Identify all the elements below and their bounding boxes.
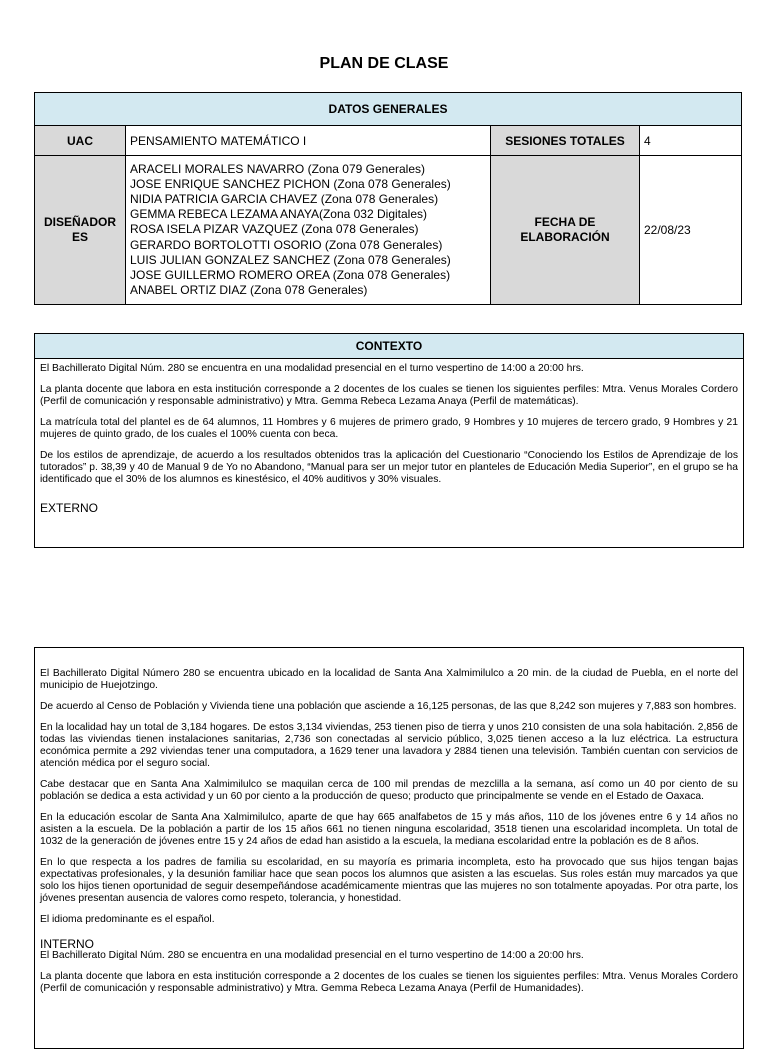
externo-paragraph: De acuerdo al Censo de Población y Vivienda tiene una población que asciende a 16,125 personas, de las que 8,242 son mujeres y 7,883 son hombres.: [40, 701, 737, 712]
datos-generales-header: DATOS GENERALES: [35, 93, 742, 126]
disenadores-list: [126, 156, 491, 305]
externo-paragraph: El idioma predominante es el español.: [40, 914, 215, 925]
disenador-item: JOSE ENRIQUE SANCHEZ PICHON (Zona 078 Generales): [130, 176, 451, 191]
disenadores-label: [35, 156, 126, 305]
externo-paragraph: En la localidad hay un total de 3,184 hogares. De estos 3,134 viviendas, 253 tienen piso de tierra y unos 210 consisten de una sola habitación. 2,856 de todas las viviendas tienen instalaciones sanitarias, 2,736 son conectadas al servicio público, 3,025 tienen acceso a la luz eléctrica. La estructura económica permite a 292 viviendas tener una computadora, a 1629 tener una lavadora y 2884 tienen una televisión. También cuentan con servicios de atención médica por el seguro social.: [40, 722, 738, 769]
externo-paragraph: En la educación escolar de Santa Ana Xalmimilulco, aparte de que hay 665 analfabetos de 15 y más años, 110 de los jóvenes entre 6 y 14 años no asisten a la escuela. De la población a partir de los 15 años 661 no tienen ninguna escolaridad, 3518 tienen una escolaridad incompleta. Un total de 1032 de la generación de jóvenes entre 15 y 24 años de edad han asistido a la escuela, la mediana escolaridad entre la población es de 8 años.: [40, 812, 738, 847]
fecha-label-text: FECHA DE ELABORACIÓN: [520, 215, 610, 244]
externo-section: [34, 647, 744, 1049]
interno-paragraph: La planta docente que labora en esta institución corresponde a 2 docentes de los cuales se tienen los siguientes perfiles: Mtra. Venus Morales Cordero (Perfil de comunicación y responsable administrativo) y Mtra. Gemma Rebeca Lezama Anaya (Perfil de Humanidades).: [40, 971, 738, 994]
externo-paragraph: En lo que respecta a los padres de familia su escolaridad, en su mayoría es primaria incompleta, esto ha provocado que sus hijos tengan bajas expectativas profesionales, y la desunión familiar hace que sean pocos los alumnos que asisten a las escuelas. Sus roles están muy marcados ya que solo los hijos tienen oportunidad de seguir desempeñándose académicamente mientras que las mujeres no son totalmente apoyadas. Por otra parte, los jóvenes presentan ausencia de valores como respeto, tolerancia, y honestidad.: [40, 857, 738, 904]
externo-paragraph: Cabe destacar que en Santa Ana Xalmimilulco se maquilan cerca de 100 mil prendas de mezclilla a la semana, así como un 40 por ciento de su población se dedica a esta actividad y un 60 por ciento a la producción de queso; producto que principalmente se vende en el Estado de Oaxaca.: [40, 779, 738, 802]
externo-paragraph: El Bachillerato Digital Número 280 se encuentra ubicado en la localidad de Santa Ana Xalmimilulco a 20 min. de la ciudad de Puebla, en el norte del municipio de Huejotzingo.: [40, 668, 738, 691]
uac-label: UAC: [35, 126, 126, 156]
contexto-paragraph: El Bachillerato Digital Núm. 280 se encuentra en una modalidad presencial en el turno vespertino de 14:00 a 20:00 hrs.: [40, 363, 584, 374]
disenador-item: LUIS JULIAN GONZALEZ SANCHEZ (Zona 078 Generales): [130, 252, 451, 267]
externo-body: [35, 648, 743, 995]
disenador-item: ANABEL ORTIZ DIAZ (Zona 078 Generales): [130, 283, 368, 298]
contexto-header: CONTEXTO: [35, 334, 743, 359]
disenador-item: GEMMA REBECA LEZAMA ANAYA(Zona 032 Digitales): [130, 207, 427, 222]
interno-label: INTERNO: [40, 937, 94, 951]
contexto-paragraph: La matrícula total del plantel es de 64 alumnos, 11 Hombres y 6 mujeres de primero grado, 9 Hombres y 10 mujeres de tercero grado, 9 Hombres y 21 mujeres de quinto grado, de los cuales el 100% cuenta con beca.: [40, 417, 738, 440]
disenadores-label-text: DISEÑADORES: [43, 215, 116, 244]
disenador-item: NIDIA PATRICIA GARCIA CHAVEZ (Zona 078 Generales): [130, 191, 439, 206]
sesiones-label: SESIONES TOTALES: [491, 126, 640, 156]
uac-value: PENSAMIENTO MATEMÁTICO I: [126, 126, 491, 156]
contexto-paragraph: De los estilos de aprendizaje, de acuerdo a los resultados obtenidos tras la aplicación del Cuestionario “Conociendo los Estilos de Aprendizaje de los tutorados” p. 38,39 y 40 de Manual 9 de Yo no Abandono, “Manual para ser un mejor tutor en planteles de Educación Media Superior”, en el grupo se ha identificado que el 30% de los alumnos es kinestésico, el 40% auditivos y 30% visuales.: [40, 450, 738, 485]
interno-paragraph: El Bachillerato Digital Núm. 280 se encuentra en una modalidad presencial en el turno vespertino de 14:00 a 20:00 hrs.: [40, 950, 584, 961]
contexto-body: [35, 359, 743, 547]
disenador-item: GERARDO BORTOLOTTI OSORIO (Zona 078 Generales): [130, 237, 443, 252]
contexto-paragraph: La planta docente que labora en esta institución corresponde a 2 docentes de los cuales se tienen los siguientes perfiles: Mtra. Venus Morales Cordero (Perfil de comunicación y responsable administrativo) y Mtra. Gemma Rebeca Lezama Anaya (Perfil de matemáticas).: [40, 384, 738, 407]
disenador-item: ARACELI MORALES NAVARRO (Zona 079 Generales): [130, 161, 425, 176]
disenador-item: ROSA ISELA PIZAR VAZQUEZ (Zona 078 Generales): [130, 222, 419, 237]
datos-generales-table: [34, 92, 742, 305]
externo-label: EXTERNO: [40, 501, 99, 515]
disenador-item: JOSE GUILLERMO ROMERO OREA (Zona 078 Generales): [130, 268, 451, 282]
fecha-label: [491, 156, 640, 305]
sesiones-value: 4: [640, 126, 742, 156]
contexto-section: [34, 333, 744, 548]
page-title: PLAN DE CLASE: [319, 55, 449, 72]
fecha-value: 22/08/23: [640, 156, 742, 305]
